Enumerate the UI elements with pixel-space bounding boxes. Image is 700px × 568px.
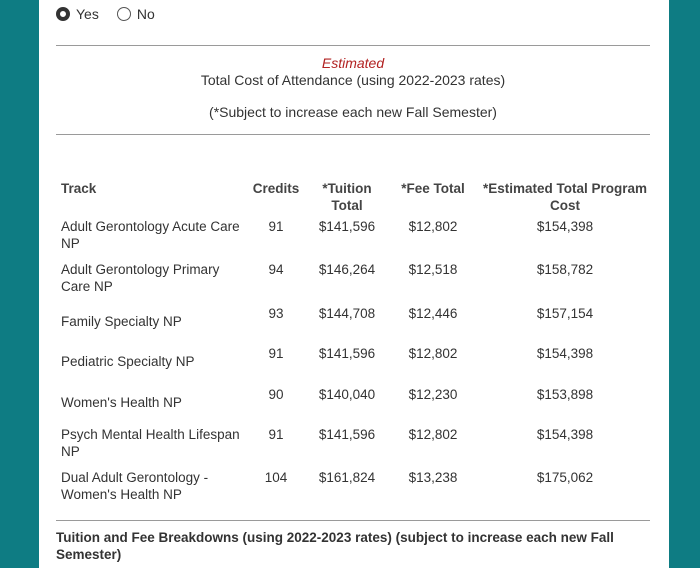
cell-credits: 91	[268, 346, 284, 361]
fee-breakdown-heading: Tuition and Fee Breakdowns (using 2022-2023 rates) (subject to increase each new Fall Semester)	[56, 530, 614, 562]
cell-tuition: $161,824	[318, 470, 376, 485]
cell-fee: $12,230	[408, 387, 458, 402]
cell-fee: $12,446	[408, 306, 458, 321]
cell-total: $154,398	[536, 346, 594, 361]
divider-bottom	[56, 520, 650, 521]
cell-credits: 104	[264, 470, 288, 485]
subject-to-increase-note: (*Subject to increase each new Fall Semester)	[209, 104, 497, 120]
table-row	[56, 261, 650, 305]
divider-top	[56, 45, 650, 46]
header-credits: Credits	[252, 181, 300, 196]
table-row	[56, 386, 650, 426]
header-track: Track	[61, 181, 97, 196]
cost-table	[56, 180, 650, 509]
header-tuition: *Tuition Total	[322, 181, 372, 213]
cell-total: $154,398	[536, 219, 594, 234]
cell-credits: 90	[268, 387, 284, 402]
radio-yes-label: Yes	[76, 6, 99, 22]
radio-unselected-icon[interactable]	[117, 7, 131, 21]
cell-fee: $12,518	[408, 262, 458, 277]
cell-total: $153,898	[536, 387, 594, 402]
table-row	[56, 218, 650, 261]
cell-total: $175,062	[536, 470, 594, 485]
cell-total: $154,398	[536, 427, 594, 442]
cell-track: Pediatric Specialty NP	[61, 354, 195, 369]
content-panel	[39, 0, 669, 568]
cell-track: Women's Health NP	[61, 395, 182, 410]
cell-credits: 91	[268, 427, 284, 442]
divider-middle	[56, 134, 650, 135]
radio-no-label: No	[136, 6, 155, 22]
cell-track: Psych Mental Health Lifespan NP	[61, 427, 240, 459]
radio-selected-icon[interactable]	[56, 7, 70, 21]
estimated-label: Estimated	[321, 55, 385, 71]
cell-tuition: $141,596	[318, 219, 376, 234]
header-fee: *Fee Total	[401, 181, 465, 196]
radio-yes[interactable]	[56, 6, 99, 22]
header-total-cost: *Estimated Total Program Cost	[482, 181, 648, 213]
cell-tuition: $141,596	[318, 346, 376, 361]
cell-fee: $12,802	[408, 346, 458, 361]
cell-credits: 91	[268, 219, 284, 234]
cell-fee: $12,802	[408, 427, 458, 442]
cell-track: Adult Gerontology Acute Care NP	[61, 219, 240, 251]
table-row	[56, 426, 650, 469]
cell-fee: $13,238	[408, 470, 458, 485]
table-row	[56, 345, 650, 386]
radio-no[interactable]	[117, 6, 155, 22]
cell-tuition: $144,708	[318, 306, 376, 321]
cell-track: Family Specialty NP	[61, 314, 182, 329]
cell-fee: $12,802	[408, 219, 458, 234]
cell-total: $157,154	[536, 306, 594, 321]
cell-track: Dual Adult Gerontology - Women's Health NP	[61, 470, 209, 502]
radio-group	[56, 4, 173, 24]
cell-tuition: $146,264	[318, 262, 376, 277]
cell-total: $158,782	[536, 262, 594, 277]
cell-tuition: $140,040	[318, 387, 376, 402]
cell-credits: 93	[268, 306, 284, 321]
table-row	[56, 305, 650, 345]
table-header-row	[56, 180, 650, 218]
total-cost-heading: Total Cost of Attendance (using 2022-2023 rates)	[200, 72, 506, 88]
table-row	[56, 469, 650, 509]
cell-credits: 94	[268, 262, 284, 277]
cell-tuition: $141,596	[318, 427, 376, 442]
cell-track: Adult Gerontology Primary Care NP	[61, 262, 220, 294]
